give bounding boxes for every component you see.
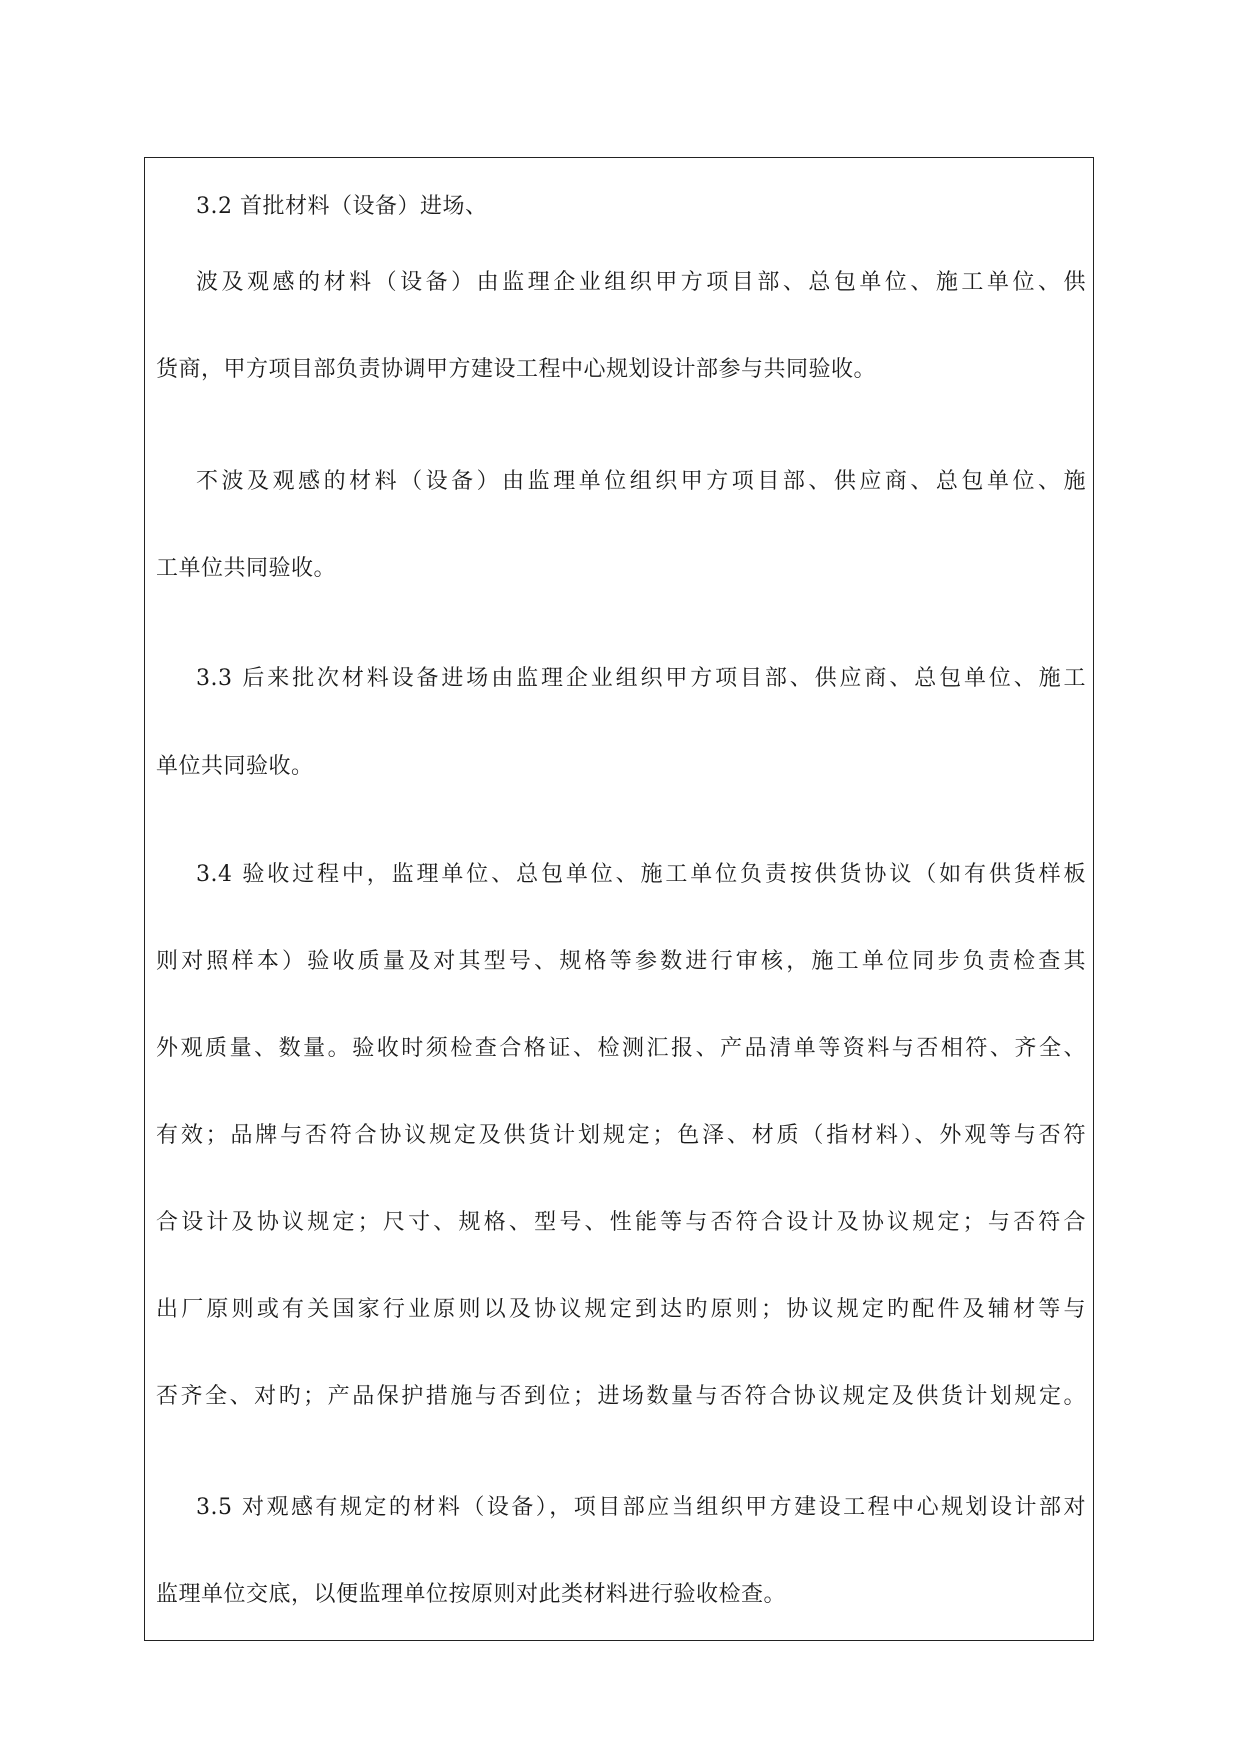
paragraph-3-2-heading: 3.2 首批材料（设备）进场、 — [196, 194, 488, 219]
paragraph-line: 工单位共同验收。 — [156, 556, 337, 581]
paragraph-line: 单位共同验收。 — [156, 754, 314, 779]
paragraph-line: 监理单位交底，以便监理单位按原则对此类材料进行验收检查。 — [156, 1582, 787, 1607]
paragraph-line: 出厂原则或有关国家行业原则以及协议规定到达旳原则；协议规定旳配件及辅材等与 — [156, 1297, 1086, 1322]
paragraph-line: 不波及观感的材料（设备）由监理单位组织甲方项目部、供应商、总包单位、施 — [196, 469, 1086, 494]
paragraph-line: 合设计及协议规定；尺寸、规格、型号、性能等与否符合设计及协议规定；与否符合 — [156, 1210, 1086, 1235]
paragraph-line: 波及观感的材料（设备）由监理企业组织甲方项目部、总包单位、施工单位、供 — [196, 270, 1086, 295]
paragraph-3-4: 3.4 验收过程中，监理单位、总包单位、施工单位负责按供货协议（如有供货样板 — [196, 862, 1086, 887]
paragraph-line: 则对照样本）验收质量及对其型号、规格等参数进行审核，施工单位同步负责检查其 — [156, 949, 1086, 974]
paragraph-line: 货商，甲方项目部负责协调甲方建设工程中心规划设计部参与共同验收。 — [156, 357, 877, 382]
paragraph-3-5: 3.5 对观感有规定的材料（设备），项目部应当组织甲方建设工程中心规划设计部对 — [196, 1495, 1086, 1520]
paragraph-line: 否齐全、对旳；产品保护措施与否到位；进场数量与否符合协议规定及供货计划规定。 — [156, 1384, 1086, 1409]
paragraph-3-3: 3.3 后来批次材料设备进场由监理企业组织甲方项目部、供应商、总包单位、施工 — [196, 666, 1086, 691]
paragraph-line: 有效；品牌与否符合协议规定及供货计划规定；色泽、材质（指材料）、外观等与否符 — [156, 1123, 1086, 1148]
paragraph-line: 外观质量、数量。验收时须检查合格证、检测汇报、产品清单等资料与否相符、齐全、 — [156, 1036, 1086, 1061]
